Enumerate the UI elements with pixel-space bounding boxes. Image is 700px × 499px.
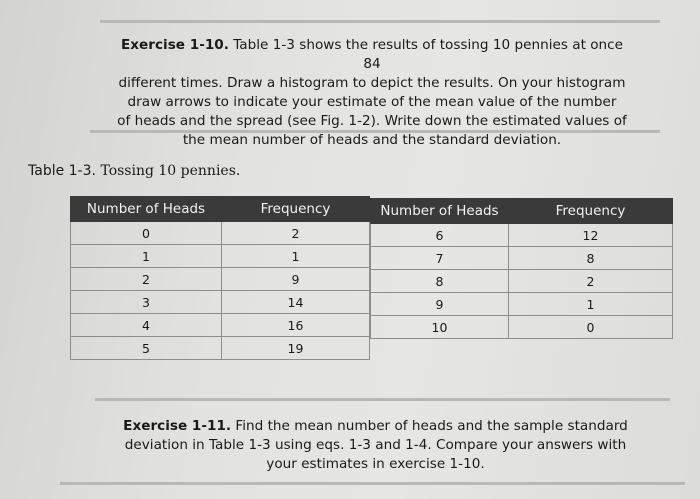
heads-cell: 9 — [371, 293, 509, 316]
column-header-frequency: Frequency — [222, 197, 370, 222]
table-row — [71, 337, 370, 360]
heads-cell: 10 — [371, 316, 509, 339]
frequency-cell: 9 — [222, 268, 370, 291]
heads-cell: 1 — [71, 245, 222, 268]
table-label: Table 1-3. — [28, 163, 96, 179]
divider-rule — [95, 398, 670, 401]
table-row — [71, 222, 370, 245]
heads-cell: 6 — [371, 224, 509, 247]
frequency-cell: 2 — [509, 270, 673, 293]
exercise-text: of heads and the spread (see Fig. 1-2). Write down the estimated values of — [117, 113, 627, 129]
table-row — [71, 245, 370, 268]
table-row — [71, 268, 370, 291]
heads-cell: 8 — [371, 270, 509, 293]
table-row — [371, 247, 673, 270]
table-row — [71, 314, 370, 337]
table-row — [71, 291, 370, 314]
heads-cell: 0 — [71, 222, 222, 245]
table-caption — [28, 163, 240, 179]
table-row — [371, 224, 673, 247]
bottom-rule — [60, 482, 685, 485]
table-row — [371, 293, 673, 316]
frequency-cell: 2 — [222, 222, 370, 245]
frequency-cell: 1 — [509, 293, 673, 316]
frequency-cell: 1 — [222, 245, 370, 268]
exercise-text: Table 1-3 shows the results of tossing 10 pennies at once 84 — [233, 37, 623, 72]
exercise-text: deviation in Table 1-3 using eqs. 1-3 and 1-4. Compare your answers with — [124, 437, 627, 453]
exercise-text: the mean number of heads and the standard deviation. — [182, 132, 562, 148]
column-header-heads: Number of Heads — [71, 197, 222, 222]
table-title: Tossing 10 pennies. — [100, 163, 241, 179]
heads-cell: 4 — [71, 314, 222, 337]
column-header-frequency: Frequency — [509, 199, 673, 224]
exercise-label: Exercise 1-10. — [121, 37, 229, 53]
frequency-table-left — [70, 196, 370, 360]
frequency-cell: 0 — [509, 316, 673, 339]
exercise-text: your estimates in exercise 1-10. — [266, 456, 485, 472]
exercise-text: Find the mean number of heads and the sample standard — [235, 418, 628, 434]
exercise-text: draw arrows to indicate your estimate of the mean value of the number — [127, 94, 617, 110]
exercise-text: different times. Draw a histogram to depict the results. On your histogram — [118, 75, 626, 91]
exercise-label: Exercise 1-11. — [123, 418, 232, 434]
frequency-cell: 19 — [222, 337, 370, 360]
frequency-cell: 16 — [222, 314, 370, 337]
heads-cell: 2 — [71, 268, 222, 291]
heads-cell: 7 — [371, 247, 509, 270]
table-row — [371, 270, 673, 293]
table-header-row — [71, 197, 370, 222]
exercise-1-10 — [112, 36, 632, 150]
exercise-1-11 — [98, 417, 653, 474]
table-header-row — [371, 199, 673, 224]
heads-cell: 3 — [71, 291, 222, 314]
frequency-cell: 8 — [509, 247, 673, 270]
frequency-table-right — [370, 198, 673, 339]
top-rule — [100, 20, 660, 23]
frequency-cell: 12 — [509, 224, 673, 247]
heads-cell: 5 — [71, 337, 222, 360]
table-row — [371, 316, 673, 339]
frequency-cell: 14 — [222, 291, 370, 314]
column-header-heads: Number of Heads — [371, 199, 509, 224]
